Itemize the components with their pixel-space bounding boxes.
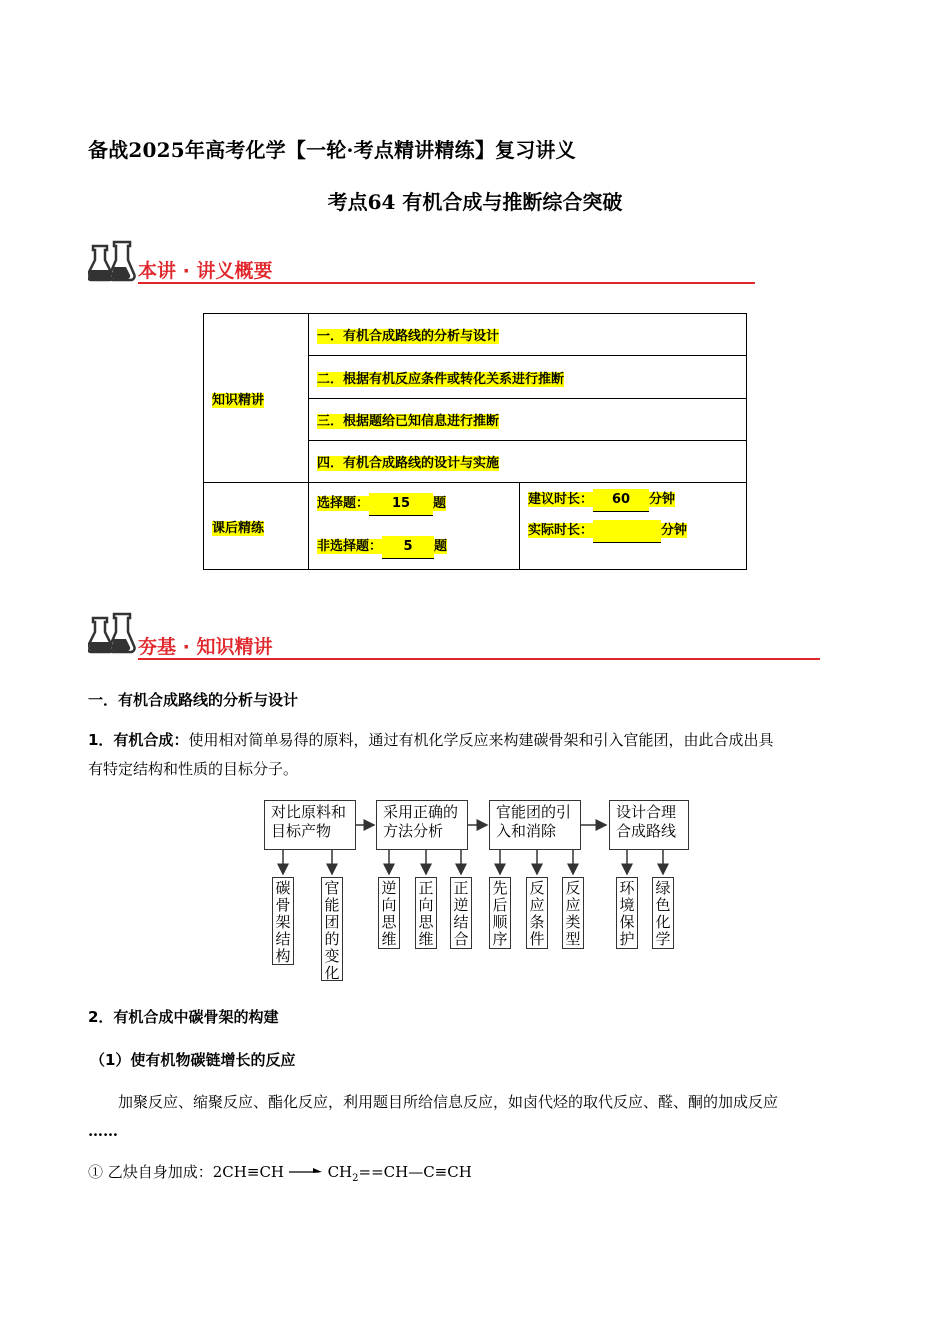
flow-step-box: [609, 800, 689, 850]
knowledge-label: 知识精讲: [212, 392, 265, 408]
topic-item: 一．有机合成路线的分析与设计: [317, 329, 500, 344]
reaction-product-subscript: 2: [352, 1173, 359, 1184]
overview-table: [203, 313, 747, 570]
flow-step-line: 入和消除: [496, 822, 557, 840]
flow-step-line: 设计合理: [616, 803, 677, 821]
suggest-value: 60: [593, 489, 649, 512]
reaction-reactant: ① 乙炔自身加成：2CH≡CH: [88, 1163, 284, 1181]
flow-step-box: [376, 800, 468, 850]
flow-substep-box: 环境保护: [616, 877, 638, 949]
banner-overview-label: 本讲 · 讲义概要: [138, 260, 273, 282]
flow-step-line: 目标产物: [271, 822, 332, 840]
actual-value[interactable]: [593, 520, 661, 543]
flow-step-line: 合成路线: [616, 822, 677, 840]
knowledge-label-cell: [204, 314, 309, 483]
paragraph-chain-growth: [88, 1088, 878, 1146]
topic-item: 四．有机合成路线的设计与实施: [317, 456, 500, 471]
choice-count: 15: [369, 493, 433, 516]
item2-title: 2．有机合成中碳骨架的构建: [88, 1008, 279, 1026]
flow-substep-box: 官能团的变化: [321, 877, 343, 981]
item2-ellipsis: ……: [88, 1122, 118, 1140]
suggest-label: 建议时长：: [528, 492, 594, 507]
actual-label: 实际时长：: [528, 523, 594, 538]
flow-step-line: 对比原料和: [271, 803, 347, 821]
actual-unit: 分钟: [661, 523, 688, 538]
document-subtitle: 考点64 有机合成与推断综合突破: [327, 190, 623, 214]
topic-cell: [309, 314, 747, 356]
reaction-product-b: ==CH—C≡CH: [358, 1163, 472, 1181]
flow-substep-box: 碳骨架结构: [272, 877, 294, 965]
item1-text-b: 有特定结构和性质的目标分子。: [88, 760, 299, 778]
nonchoice-unit: 题: [434, 539, 448, 554]
flow-step-box: [489, 800, 581, 850]
section-heading: 一．有机合成路线的分析与设计: [88, 691, 299, 709]
item1-title: 1．有机合成：: [88, 731, 189, 749]
flask-beaker-icon: [88, 240, 136, 284]
practice-label: 课后精练: [212, 520, 265, 536]
choice-label: 选择题：: [317, 496, 370, 511]
paragraph-organic-synthesis: [88, 726, 868, 784]
flow-substep-box: 逆向思维: [378, 877, 400, 949]
flow-substep-box: 绿色化学: [652, 877, 674, 949]
banner-knowledge-label: 夯基 · 知识精讲: [138, 636, 273, 658]
topic-cell: [309, 441, 747, 483]
question-count-cell: [309, 483, 520, 570]
topic-cell: [309, 399, 747, 441]
item2-paragraph: 加聚反应、缩聚反应、酯化反应，利用题目所给信息反应，如卤代烃的取代反应、醛、酮的加成反应: [118, 1093, 779, 1111]
flow-substep-box: 反应类型: [562, 877, 584, 949]
flow-substep-box: 反应条件: [526, 877, 548, 949]
flask-beaker-icon: [88, 612, 136, 656]
choice-unit: 题: [433, 496, 447, 511]
flow-step-box: [264, 800, 356, 850]
time-cell: [520, 483, 747, 570]
banner-knowledge-line: [138, 658, 820, 660]
reaction-product-a: CH: [327, 1163, 353, 1181]
banner-knowledge: [88, 612, 823, 662]
topic-cell: [309, 356, 747, 399]
reaction-line: [88, 1158, 788, 1193]
document-title: 备战2025年高考化学【一轮·考点精讲精练】复习讲义: [88, 138, 576, 162]
reaction-arrow-icon: [289, 1166, 323, 1176]
flow-substep-box: 正向思维: [415, 877, 437, 949]
topic-item: 三．根据题给已知信息进行推断: [317, 414, 500, 429]
item1-text-a: 使用相对简单易得的原料，通过有机化学反应来构建碳骨架和引入官能团，由此合成出具: [188, 731, 774, 749]
flow-substep-box: 先后顺序: [489, 877, 511, 949]
flow-step-line: 官能团的引: [496, 803, 572, 821]
nonchoice-label: 非选择题：: [317, 539, 383, 554]
topic-item: 二．根据有机反应条件或转化关系进行推断: [317, 371, 565, 387]
synthesis-flowchart: [262, 800, 692, 985]
flow-substep-box: 正逆结合: [450, 877, 472, 949]
item2-subtitle: （1）使有机物碳链增长的反应: [90, 1051, 296, 1069]
suggest-unit: 分钟: [649, 492, 676, 507]
banner-overview: [88, 240, 758, 290]
nonchoice-count: 5: [382, 536, 434, 559]
flow-step-line: 方法分析: [383, 822, 444, 840]
banner-overview-line: [138, 282, 755, 284]
practice-label-cell: [204, 483, 309, 570]
flow-step-line: 采用正确的: [383, 803, 459, 821]
